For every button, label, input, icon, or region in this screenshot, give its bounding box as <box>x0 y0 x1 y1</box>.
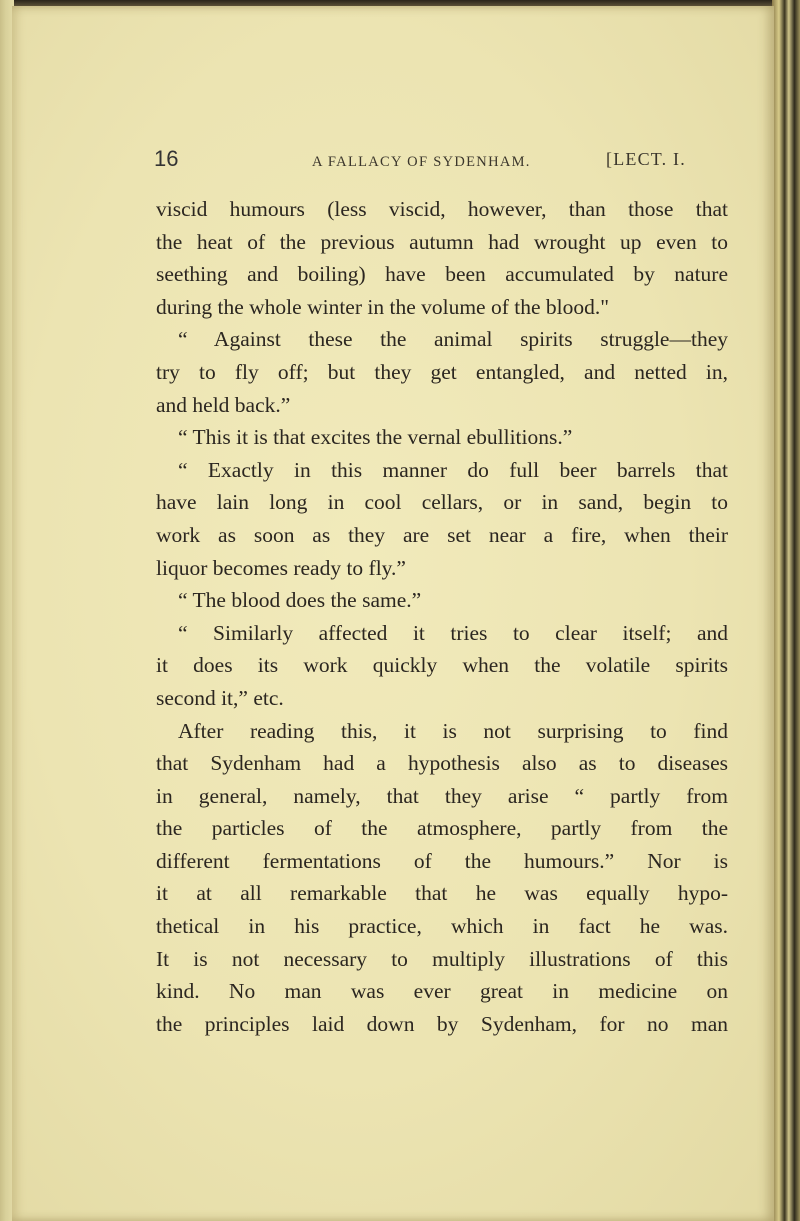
text-line: work as soon as they are set near a fire, when their <box>156 522 728 547</box>
text-line: it does its work quickly when the volatile spirits <box>156 653 728 678</box>
text-line: It is not necessary to multiply illustrations of this <box>156 946 728 971</box>
text-line: and held back.” <box>156 392 291 417</box>
text-line: in general, namely, that they arise “ partly from <box>156 783 728 808</box>
text-line: “ Similarly affected it tries to clear itself; and <box>178 620 728 645</box>
section-reference: [LECT. I. <box>606 149 686 169</box>
text-line: After reading this, it is not surprising to find <box>178 718 728 743</box>
text-line: that Sydenham had a hypothesis also as to diseases <box>156 751 728 776</box>
text-line: have lain long in cool cellars, or in sand, begin to <box>156 490 728 515</box>
page-header <box>154 146 734 186</box>
book-binding <box>772 0 800 1221</box>
text-line: thetical in his practice, which in fact he was. <box>156 914 728 939</box>
text-line: second it,” etc. <box>156 685 284 710</box>
text-line: during the whole winter in the volume of the blood." <box>156 294 610 319</box>
text-line: the principles laid down by Sydenham, for no man <box>156 1011 728 1036</box>
text-line: the heat of the previous autumn had wrought up even to <box>156 229 728 254</box>
text-line: kind. No man was ever great in medicine on <box>156 979 728 1004</box>
text-line: “ This it is that excites the vernal ebullitions.” <box>178 425 573 450</box>
text-line: the particles of the atmosphere, partly from the <box>156 816 728 841</box>
text-line: liquor becomes ready to fly.” <box>156 555 406 580</box>
running-head: A FALLACY OF SYDENHAM. <box>312 154 531 170</box>
text-line: viscid humours (less viscid, however, than those that <box>156 197 728 221</box>
text-line: it at all remarkable that he was equally hypo- <box>156 881 728 906</box>
body-text <box>156 193 728 1040</box>
text-line: try to fly off; but they get entangled, and netted in, <box>156 359 728 384</box>
text-line: different fermentations of the humours.” Nor is <box>156 848 728 873</box>
text-line: “ Exactly in this manner do full beer barrels that <box>178 457 728 482</box>
text-line: seething and boiling) have been accumulated by nature <box>156 262 728 287</box>
page-number: 16 <box>154 146 179 171</box>
text-line: “ Against these the animal spirits struggle—they <box>178 327 728 352</box>
text-line: “ The blood does the same.” <box>178 588 422 613</box>
